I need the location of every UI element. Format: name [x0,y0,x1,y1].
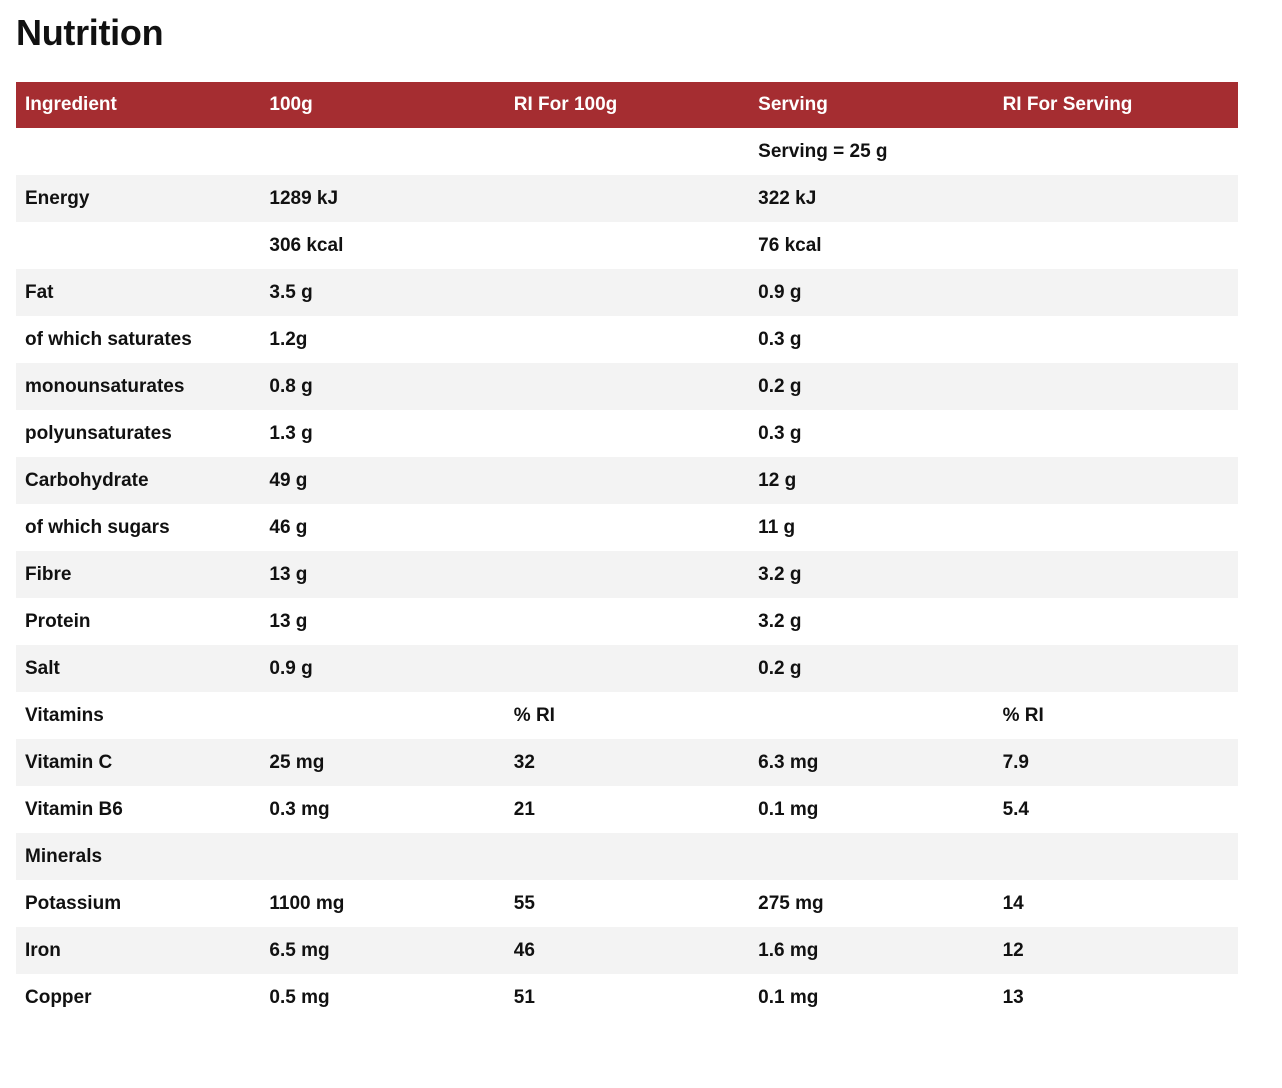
cell-ri-serving: 5.4 [1002,798,1029,820]
table-row [16,175,1238,222]
cell-ingredient: Carbohydrate [25,469,149,491]
cell-ri-serving [994,222,1238,269]
cell-ri-100g: 46 [513,939,535,961]
cell-100g: 13 g [269,563,308,585]
cell-serving: 0.2 g [758,657,802,679]
cell-ingredient [16,222,260,269]
cell-ri-100g [505,410,749,457]
cell-ingredient: Minerals [25,845,103,867]
cell-serving: 12 g [758,469,797,491]
cell-ri-serving [994,269,1238,316]
table-row [16,880,1238,927]
cell-serving: 0.9 g [758,281,802,303]
cell-ri-100g [505,128,749,175]
cell-ri-100g [505,316,749,363]
cell-serving: 0.1 mg [758,798,819,820]
table-row [16,598,1238,645]
cell-100g [260,833,504,880]
cell-ri-100g [505,269,749,316]
table-row [16,316,1238,363]
cell-ingredient: Vitamin B6 [25,798,123,820]
cell-100g: 1.2g [269,328,308,350]
cell-ri-100g [505,833,749,880]
cell-ri-100g [505,645,749,692]
cell-ri-serving [994,316,1238,363]
cell-ri-100g [505,598,749,645]
column-header-ri-serving: RI For Serving [1002,94,1133,115]
cell-serving: 0.3 g [758,328,802,350]
cell-ri-serving [994,833,1238,880]
table-row [16,222,1238,269]
cell-100g [260,692,504,739]
cell-100g: 13 g [269,610,308,632]
cell-100g: 0.3 mg [269,798,330,820]
table-row [16,128,1238,175]
cell-ingredient: Vitamin C [25,751,113,773]
cell-ri-100g: 51 [513,986,535,1008]
cell-ri-serving: % RI [1002,704,1044,726]
cell-serving: 1.6 mg [758,939,819,961]
cell-ingredient: of which saturates [25,328,192,350]
cell-ri-serving [994,128,1238,175]
cell-ingredient: monounsaturates [25,375,185,397]
cell-ri-100g: 21 [513,798,535,820]
cell-ri-serving [994,175,1238,222]
cell-100g: 1289 kJ [269,187,339,209]
cell-100g: 6.5 mg [269,939,330,961]
cell-ri-serving [994,410,1238,457]
cell-ingredient: Fibre [25,563,72,585]
column-header-100g: 100g [269,94,313,115]
cell-ri-100g: % RI [513,704,555,726]
cell-serving: 3.2 g [758,610,802,632]
column-header-ingredient: Ingredient [25,94,117,115]
cell-ri-serving: 13 [1002,986,1024,1008]
cell-serving: 3.2 g [758,563,802,585]
cell-100g: 3.5 g [269,281,313,303]
cell-100g [260,128,504,175]
table-row [16,457,1238,504]
column-header-serving: Serving [758,94,828,115]
cell-100g: 46 g [269,516,308,538]
cell-ingredient: Salt [25,657,60,679]
cell-ingredient [16,128,260,175]
cell-serving [749,833,993,880]
cell-ri-serving: 7.9 [1002,751,1029,773]
cell-ingredient: Protein [25,610,91,632]
cell-ri-100g [505,551,749,598]
table-row [16,833,1238,880]
table-header [16,82,1238,128]
cell-100g: 1.3 g [269,422,313,444]
cell-serving: 322 kJ [758,187,817,209]
table-row [16,974,1238,1021]
cell-100g: 25 mg [269,751,325,773]
cell-serving: 0.3 g [758,422,802,444]
cell-serving [749,692,993,739]
table-row [16,363,1238,410]
table-row [16,645,1238,692]
cell-ingredient: polyunsaturates [25,422,172,444]
cell-serving: 275 mg [758,892,824,914]
table-row [16,739,1238,786]
cell-ingredient: of which sugars [25,516,170,538]
page-title: Nutrition [16,12,164,53]
cell-ri-100g: 32 [513,751,535,773]
table-row [16,692,1238,739]
cell-ri-100g [505,222,749,269]
table-row [16,927,1238,974]
cell-ri-serving: 12 [1002,939,1024,961]
cell-serving: 11 g [758,516,796,538]
cell-ingredient: Vitamins [25,704,104,726]
cell-ingredient: Copper [25,986,92,1008]
cell-ri-serving: 14 [1002,892,1024,914]
cell-100g: 0.5 mg [269,986,330,1008]
cell-serving: 0.2 g [758,375,802,397]
table-body [16,128,1238,1021]
cell-ri-serving [994,645,1238,692]
cell-ri-serving [994,598,1238,645]
cell-ingredient: Fat [25,281,54,303]
cell-ri-100g [505,175,749,222]
table-row [16,410,1238,457]
cell-100g: 0.8 g [269,375,313,397]
cell-serving: 6.3 mg [758,751,819,773]
cell-ri-serving [994,551,1238,598]
cell-ingredient: Iron [25,939,61,961]
table-row [16,269,1238,316]
cell-ingredient: Energy [25,187,90,209]
table-row [16,551,1238,598]
cell-serving: 0.1 mg [758,986,819,1008]
cell-100g: 1100 mg [269,892,345,914]
table-row [16,504,1238,551]
table-row [16,786,1238,833]
cell-ri-serving [994,457,1238,504]
cell-100g: 0.9 g [269,657,313,679]
column-header-ri-100g: RI For 100g [513,94,618,115]
cell-ri-100g: 55 [513,892,535,914]
header-row [16,82,1238,128]
cell-100g: 49 g [269,469,308,491]
cell-serving: Serving = 25 g [758,140,888,162]
cell-ri-100g [505,504,749,551]
cell-ri-100g [505,363,749,410]
cell-ingredient: Potassium [25,892,122,914]
cell-100g: 306 kcal [269,234,344,256]
cell-ri-serving [994,363,1238,410]
cell-ri-100g [505,457,749,504]
cell-serving: 76 kcal [758,234,822,256]
cell-ri-serving [994,504,1238,551]
nutrition-table [16,82,1238,1021]
